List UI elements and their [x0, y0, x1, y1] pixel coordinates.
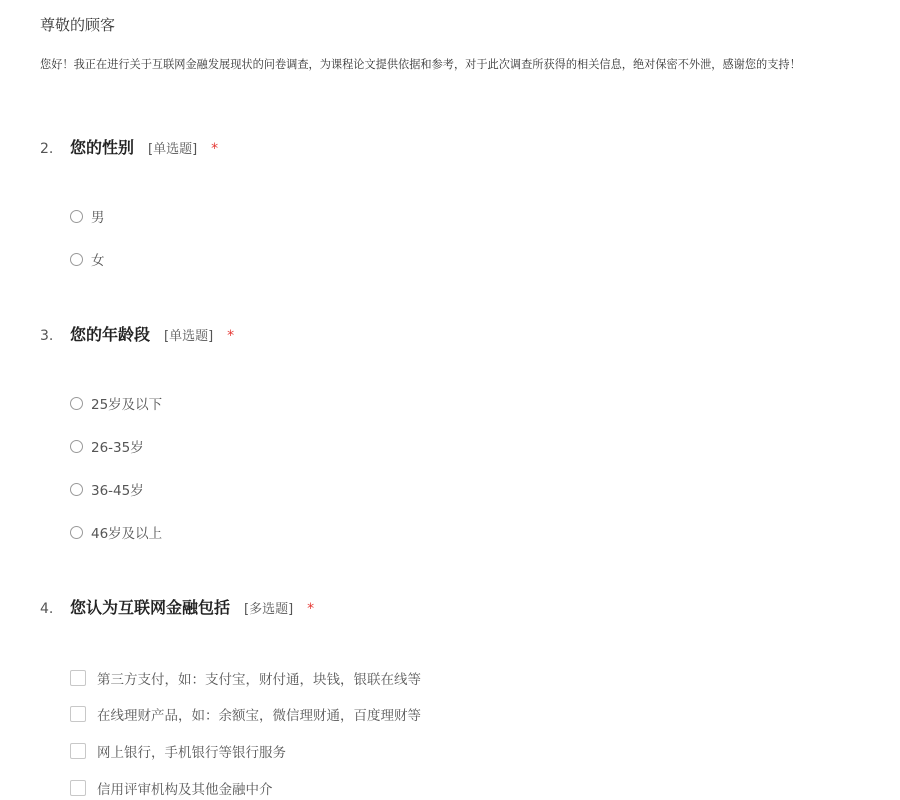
- radio-button[interactable]: [70, 397, 83, 410]
- question-internet-finance: [40, 595, 860, 798]
- question-type: [单选题]: [164, 329, 214, 344]
- option-male[interactable]: [70, 206, 105, 226]
- survey-intro: 您好！我正在进行关于互联网金融发展现状的问卷调查，为课程论文提供依据和参考，对于此次调查所获得的相关信息，绝对保密不外泄，感谢您的支持！: [40, 58, 801, 71]
- question-header: [40, 595, 860, 619]
- question-title: 您认为互联网金融包括: [70, 598, 231, 617]
- radio-button[interactable]: [70, 210, 83, 223]
- checkbox[interactable]: [70, 706, 86, 722]
- question-header: [40, 135, 860, 159]
- option-age-26-35[interactable]: [70, 436, 144, 456]
- question-header: [40, 322, 860, 346]
- question-age: [40, 322, 860, 542]
- option-label: 26-35岁: [91, 440, 144, 456]
- option-online-wealth-products[interactable]: [70, 704, 421, 724]
- option-label: 在线理财产品，如：余额宝，微信理财通，百度理财等: [97, 708, 421, 724]
- question-type: [多选题]: [244, 602, 294, 617]
- radio-button[interactable]: [70, 253, 83, 266]
- option-age-46-above[interactable]: [70, 522, 162, 542]
- required-mark: *: [307, 601, 315, 617]
- option-label: 36-45岁: [91, 483, 144, 499]
- option-third-party-payment[interactable]: [70, 668, 421, 688]
- radio-button[interactable]: [70, 526, 83, 539]
- option-age-25-below[interactable]: [70, 393, 162, 413]
- question-number: 3.: [40, 328, 54, 344]
- option-age-36-45[interactable]: [70, 479, 144, 499]
- option-label: 网上银行，手机银行等银行服务: [97, 745, 286, 761]
- option-online-banking[interactable]: [70, 741, 286, 761]
- option-label: 第三方支付，如：支付宝，财付通，块钱，银联在线等: [97, 672, 421, 688]
- question-title: 您的年龄段: [70, 325, 151, 344]
- option-label: 25岁及以下: [91, 397, 163, 413]
- question-number: 2.: [40, 141, 54, 157]
- question-type: [单选题]: [148, 142, 198, 157]
- question-gender: [40, 135, 860, 269]
- option-label: 信用评审机构及其他金融中介: [97, 782, 273, 798]
- option-label: 46岁及以上: [91, 526, 163, 542]
- question-title: 您的性别: [70, 138, 135, 157]
- question-number: 4.: [40, 601, 54, 617]
- checkbox[interactable]: [70, 743, 86, 759]
- radio-button[interactable]: [70, 483, 83, 496]
- option-label: 男: [91, 210, 105, 226]
- option-label: 女: [91, 253, 105, 269]
- radio-button[interactable]: [70, 440, 83, 453]
- checkbox[interactable]: [70, 670, 86, 686]
- checkbox[interactable]: [70, 780, 86, 796]
- option-female[interactable]: [70, 249, 105, 269]
- required-mark: *: [211, 141, 219, 157]
- survey-greeting: 尊敬的顾客: [40, 16, 116, 34]
- required-mark: *: [227, 328, 235, 344]
- option-credit-agencies[interactable]: [70, 778, 273, 798]
